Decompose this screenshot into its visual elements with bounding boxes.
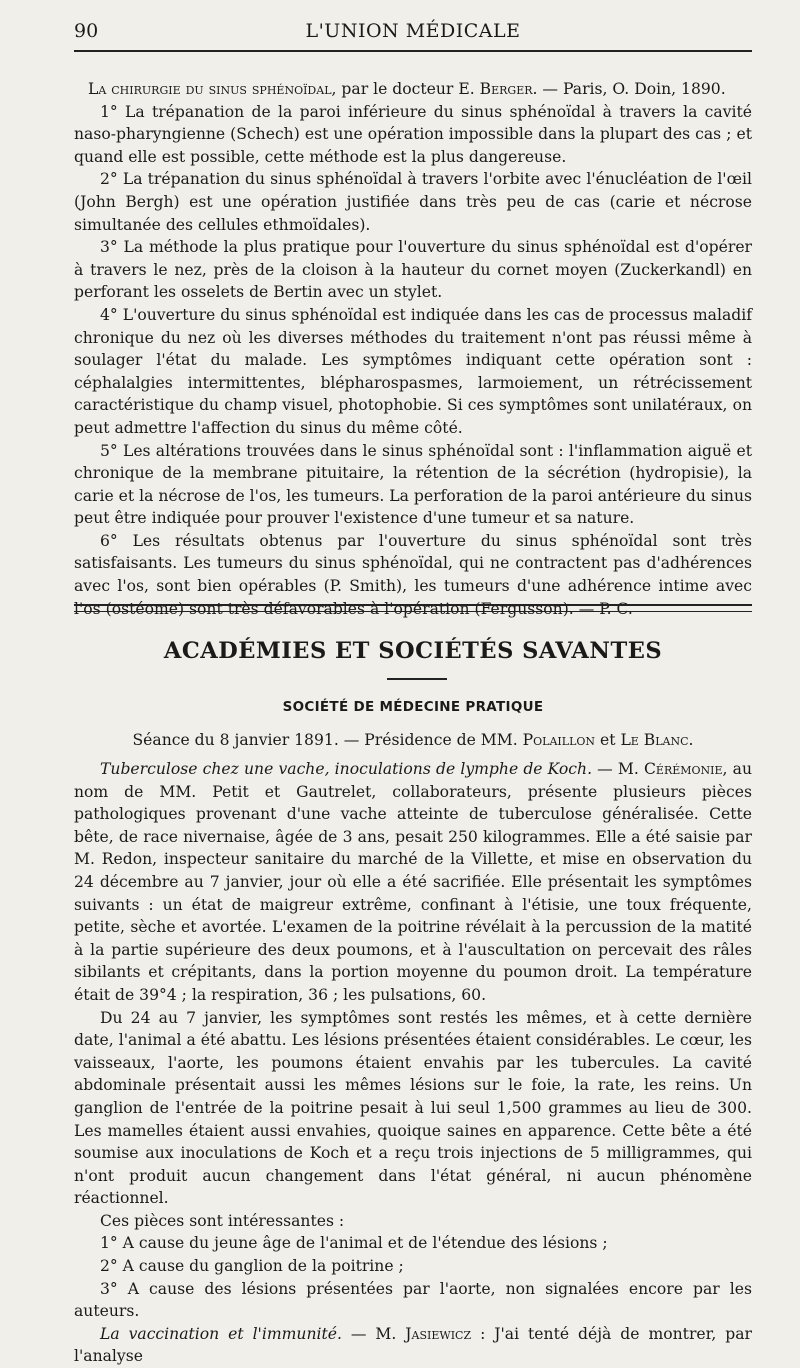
heading-rule <box>387 678 447 680</box>
communication-title: La vaccination et l'immunité. <box>100 1324 342 1343</box>
seance-line: Séance du 8 janvier 1891. — Présidence de MM. Polaillon et Le Blanc. <box>132 731 694 749</box>
list-item: 1° A cause du jeune âge de l'animal et de l'étendue des lésions ; <box>100 1234 608 1253</box>
section-divider <box>74 604 752 612</box>
review-paragraph: 1° La trépanation de la paroi inférieure du sinus sphénoïdal à travers la cavité naso-pharyngienne (Schech) est une opération impossible dans la plupart des cas ; et quand elle est possible, cette méthode est la plus dangereuse. <box>74 102 752 166</box>
review-paragraph: 2° La trépanation du sinus sphénoïdal à travers l'orbite avec l'énucléation de l'œil (John Bergh) est une opération justifiée dans très peu de cas (carie et nécrose simultanée des cellules ethmoïdales). <box>74 170 752 234</box>
review-author: Berger <box>479 80 533 98</box>
list-item: 3° A cause des lésions présentées par l'aorte, non signalées encore par les auteurs. <box>74 1279 752 1321</box>
speaker-name: Cérémonie <box>643 760 723 778</box>
review-paragraph: 4° L'ouverture du sinus sphénoïdal est indiquée dans les cas de processus maladif chronique du nez où les diverses méthodes du traitement n'ont pas réussi même à soulager l'état du malade. Les symptômes indiquant cette opération sont : céphalalgies intermittentes, blépharospasmes, larmoiement, un rétrécissement caractéristique du champ visuel, photophobie. Si ces symptômes sont unilatéraux, on peut admettre l'affection du sinus du même côté. <box>74 305 752 437</box>
review-paragraph: 6° Les résultats obtenus par l'ouverture du sinus sphénoïdal sont très satisfaisants. Les tumeurs du sinus sphénoïdal, qui ne contractent pas d'adhérences avec l'os, sont bien opérables (P. Smith), les tumeurs d'une adhérence intime avec l'os (ostéome) sont très défavorables à l'opération (Fergusson). — P. C. <box>74 531 752 618</box>
header-rule <box>74 50 752 52</box>
review-paragraph: 3° La méthode la plus pratique pour l'ouverture du sinus sphénoïdal est d'opérer à travers le nez, près de la cloison à la hauteur du cornet moyen (Zuckerkandl) en perforant les osselets de Bertin avec un stylet. <box>74 238 752 302</box>
president-name: Le Blanc <box>620 731 689 749</box>
report-paragraph: Tuberculose chez une vache, inoculations de lymphe de Koch. — M. Cérémonie, au nom de MM. Petit et Gautrelet, collaborateurs, présente plusieurs pièces pathologiques provenant d'une vache atteinte de tuberculose généralisée. Cette bête, de race nivernaise, âgée de 3 ans, pesait 250 kilogrammes. Elle a été saisie par M. Redon, inspecteur sanitaire du marché de la Villette, et mise en observation du 24 décembre au 7 janvier, jour où elle a été sacrifiée. Elle présentait les symptômes suivants : un état de maigreur extrême, confinant à l'étisie, une toux fréquente, petite, sèche et avortée. L'examen de la poitrine révélait à la percussion de la matité à la partie supérieure des deux poumons, et à l'auscultation on percevait des râles sibilants et crépitants, dans la portion moyenne du poumon droit. La température était de 39°4 ; la respiration, 36 ; les pulsations, 60. <box>74 760 752 1004</box>
society-report <box>74 758 752 1368</box>
report-paragraph: Ces pièces sont intéressantes : <box>100 1211 345 1230</box>
report-paragraph: La vaccination et l'immunité. — M. Jasiewicz : J'ai tenté déjà de montrer, par l'analyse <box>74 1324 752 1366</box>
book-review <box>74 78 752 620</box>
society-name: SOCIÉTÉ DE MÉDECINE PRATIQUE <box>282 699 544 715</box>
list-item: 2° A cause du ganglion de la poitrine ; <box>100 1257 404 1276</box>
speaker-name: Jasiewicz <box>405 1324 472 1343</box>
president-name: Polaillon <box>522 731 596 749</box>
running-head <box>74 18 752 48</box>
section-heading: ACADÉMIES ET SOCIÉTÉS SAVANTES <box>163 638 663 664</box>
communication-title: Tuberculose chez une vache, inoculations de lymphe de Koch. <box>100 760 593 778</box>
review-paragraph: 5° Les altérations trouvées dans le sinus sphénoïdal sont : l'inflammation aiguë et chronique de la membrane pituitaire, la rétention de la sécrétion (hydropisie), la carie et la nécrose de l'os, les tumeurs. La perforation de la paroi antérieure du sinus peut être indiquée pour prouver l'existence d'une tumeur et sa nature. <box>74 441 752 528</box>
journal-title: L'UNION MÉDICALE <box>305 20 521 42</box>
report-paragraph: Du 24 au 7 janvier, les symptômes sont restés les mêmes, et à cette dernière date, l'animal a été abattu. Les lésions présentées étaient considérables. Le cœur, les vaisseaux, l'aorte, les poumons étaient envahis par les tubercules. La cavité abdominale présentait aussi les mêmes lésions sur le foie, la rate, les reins. Un ganglion de l'entrée de la poitrine pesait à lui seul 1,500 grammes au lieu de 300. Les mamelles étaient aussi envahies, quoique saines en apparence. Cette bête a été soumise aux inoculations de Koch et a reçu trois injections de 5 milligrammes, qui n'ont produit aucun changement dans l'état général, ni aucun phénomène réactionnel. <box>74 1008 752 1208</box>
review-title: La chirurgie du sinus sphénoïdal, par le docteur E. Berger. — Paris, O. Doin, 1890. <box>88 80 726 98</box>
review-book-title: La chirurgie du sinus sphénoïdal <box>88 80 332 98</box>
page-number: 90 <box>74 20 99 42</box>
